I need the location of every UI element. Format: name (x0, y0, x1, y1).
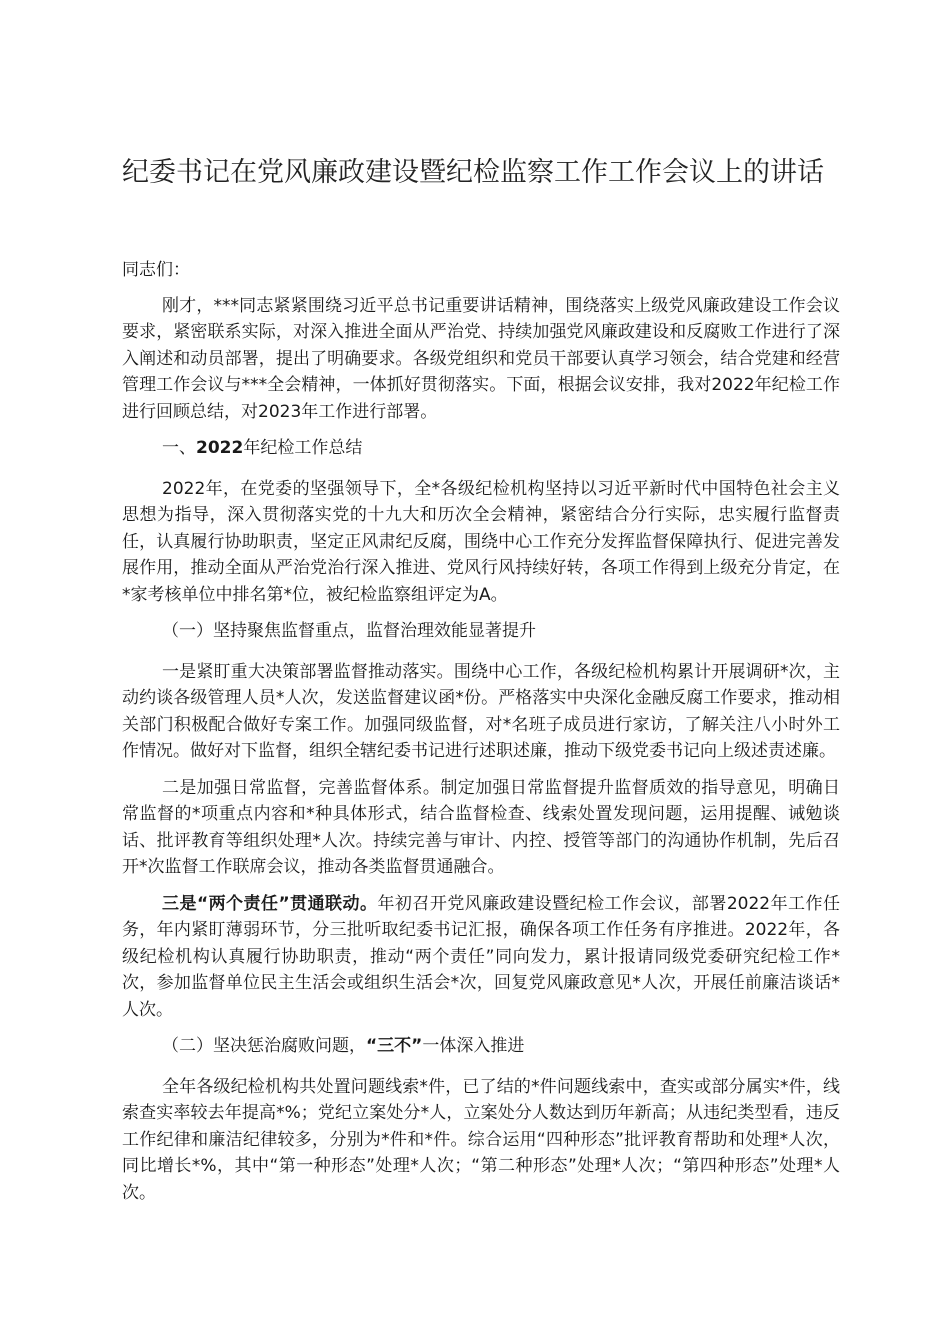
section-heading-prefix: 一、 (162, 438, 196, 458)
section-heading-1 (122, 435, 840, 462)
summary-paragraph: 2022年，在党委的坚强领导下，全*各级纪检机构坚持以习近平新时代中国特色社会主义思想为指导，深入贯彻落实党的十九大和历次全会精神，紧密结合分行实际，忠实履行监督责任，认真履行协助职责，坚定正风肃纪反腐，围绕中心工作充分发挥监督保障执行、促进完善发展作用，推动全面从严治党治行深入推进、党风行风持续好转，各项工作得到上级充分肯定，在*家考核单位中排名第*位，被纪检监察组评定为A。 (122, 478, 840, 605)
paragraph-decision-supervision: 一是紧盯重大决策部署监督推动落实。围绕中心工作，各级纪检机构累计开展调研*次，主动约谈各级管理人员*人次，发送监督建议函*份。严格落实中央深化金融反腐工作要求，推动相关部门积极配合做好专案工作。加强同级监督，对*名班子成员进行家访，了解关注八小时外工作情况。做好对下监督，组织全辖纪委书记进行述职述廉，推动下级党委书记向上级述责述廉。 (122, 661, 840, 761)
two-responsibilities-text: 年初召开党风廉政建设暨纪检工作会议，部署2022年工作任务，年内紧盯薄弱环节，分三批听取纪委书记汇报，确保各项工作任务有序推进。2022年，各级纪检机构认真履行协助职责，推动“两个责任”同向发力，累计报请同级党委研究纪检工作*次，参加监督单位民主生活会或组织生活会*次，回复党风廉政意见*人次，开展任前廉洁谈话*人次。 (122, 893, 840, 1020)
subsection-heading-2-a: （二）坚决惩治腐败问题， (162, 1036, 366, 1056)
document-body (122, 257, 840, 1216)
section-heading-suffix: 年纪检工作总结 (243, 438, 363, 458)
document-title: 纪委书记在党风廉政建设暨纪检监察工作工作会议上的讲话 (122, 157, 824, 188)
subsection-heading-2 (122, 1033, 840, 1060)
paragraph-case-handling: 全年各级纪检机构共处置问题线索*件，已了结的*件问题线索中，查实或部分属实*件，线索查实率较去年提高*%；党纪立案处分*人，立案处分人数达到历年新高；从违纪类型看，违反工作纪律和廉洁纪律较多，分别为*件和*件。综合运用“四种形态”批评教育帮助和处理*人次，同比增长*%，其中“第一种形态”处理*人次；“第二种形态”处理*人次；“第四种形态”处理*人次。 (122, 1076, 840, 1203)
subsection-heading-1: （一）坚持聚焦监督重点，监督治理效能显著提升 (162, 621, 536, 641)
salutation: 同志们： (122, 260, 190, 280)
paragraph-daily-supervision: 二是加强日常监督，完善监督体系。制定加强日常监督提升监督质效的指导意见，明确日常监督的*项重点内容和*种具体形式，结合监督检查、线索处置发现问题，运用提醒、诫勉谈话、批评教育等组织处理*人次。持续完善与审计、内控、授管等部门的沟通协作机制，先后召开*次监督工作联席会议，推动各类监督贯通融合。 (122, 777, 840, 877)
subsection-heading-2-b: “三不” (366, 1036, 423, 1056)
intro-paragraph: 刚才，***同志紧紧围绕习近平总书记重要讲话精神，围绕落实上级党风廉政建设工作会议要求，紧密联系实际，对深入推进全面从严治党、持续加强党风廉政建设和反腐败工作进行了深入阐述和动员部署，提出了明确要求。各级党组织和党员干部要认真学习领会，结合党建和经营管理工作会议与***全会精神，一体抓好贯彻落实。下面，根据会议安排，我对2022年纪检工作进行回顾总结，对2023年工作进行部署。 (122, 295, 840, 422)
two-responsibilities-lead: 三是“两个责任”贯通联动。 (162, 893, 378, 914)
section-heading-year: 2022 (196, 438, 244, 458)
paragraph-two-responsibilities (122, 891, 840, 1024)
subsection-heading-2-c: 一体深入推进 (422, 1036, 525, 1056)
